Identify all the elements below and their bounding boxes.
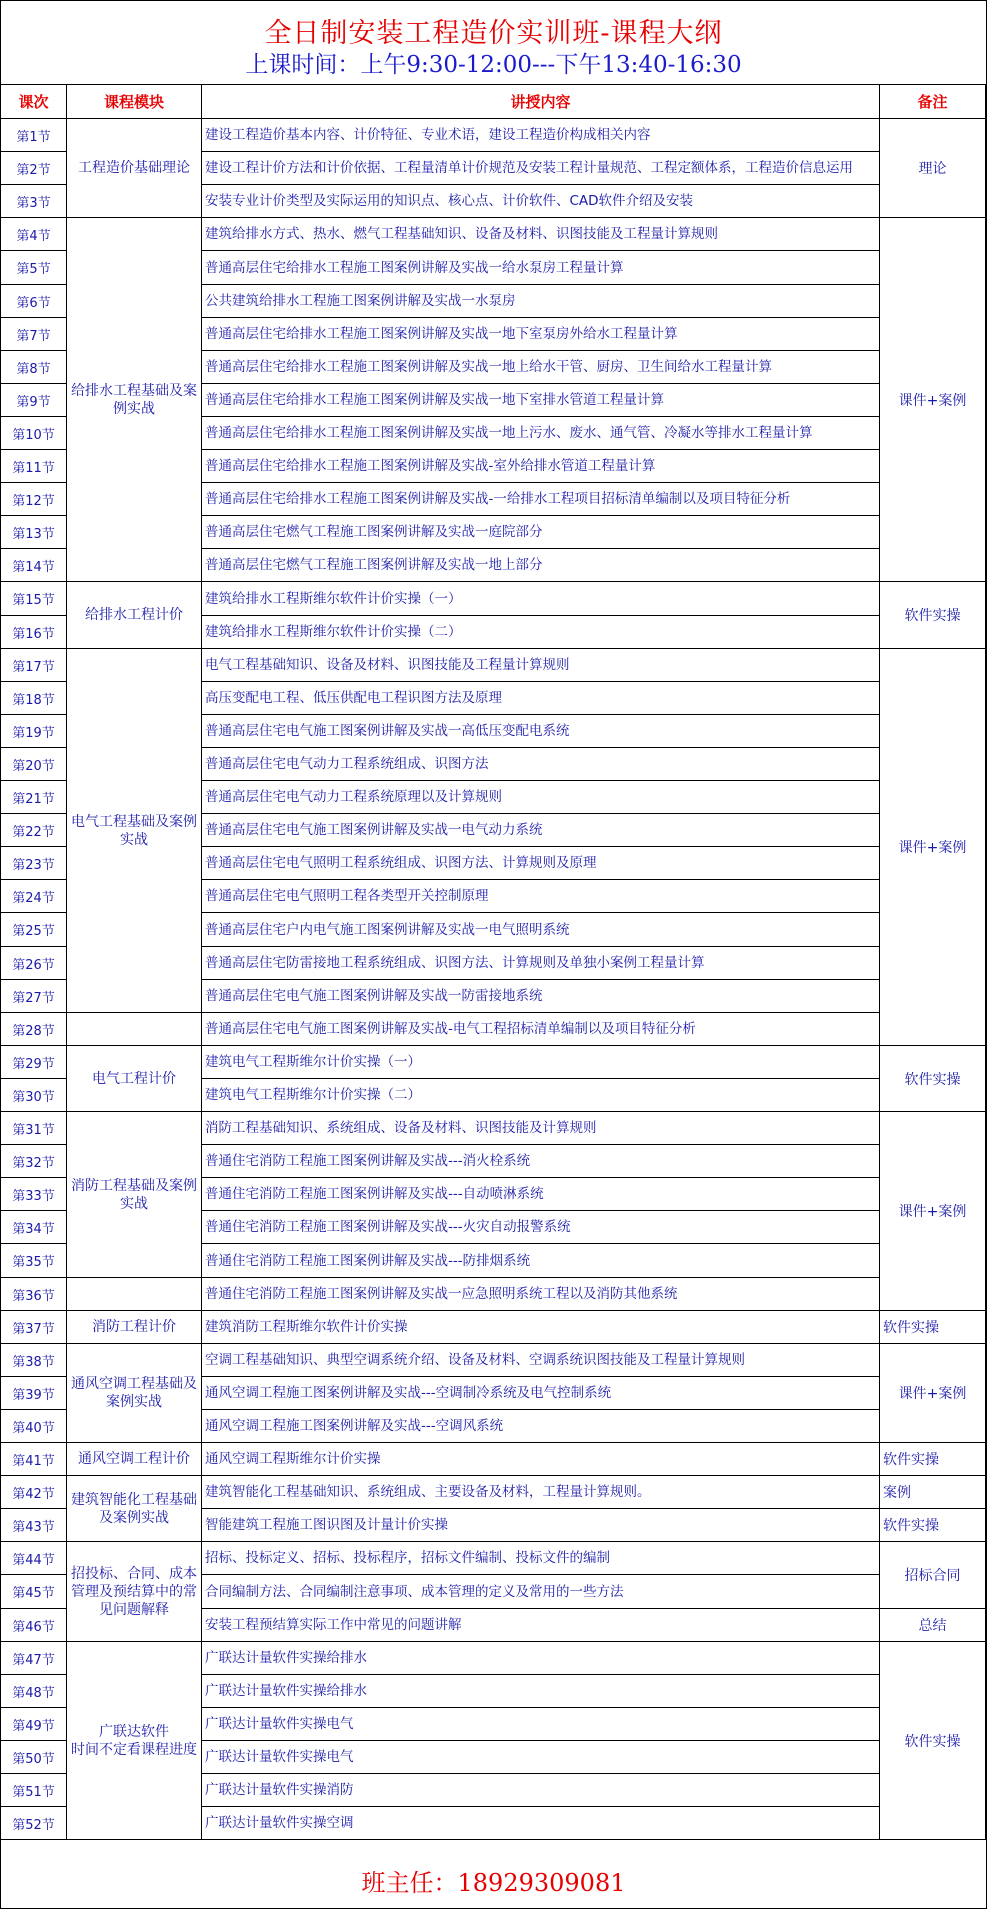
lesson-number: 第27节 — [1, 980, 67, 1013]
lesson-number: 第32节 — [1, 1145, 67, 1178]
lesson-number: 第3节 — [1, 185, 67, 218]
lesson-number: 第16节 — [1, 616, 67, 649]
lesson-content: 普通高层住宅电气施工图案例讲解及实战一电气动力系统 — [202, 814, 880, 847]
course-module: 消防工程计价 — [67, 1311, 202, 1344]
note-cell: 课件+案例 — [880, 218, 986, 582]
lesson-number: 第38节 — [1, 1344, 67, 1377]
lesson-content: 广联达计量软件实操电气 — [202, 1708, 880, 1741]
lesson-content: 普通高层住宅防雷接地工程系统组成、识图方法、计算规则及单独小案例工程量计算 — [202, 947, 880, 980]
course-module: 建筑智能化工程基础及案例实战 — [67, 1476, 202, 1542]
header-module: 课程模块 — [67, 85, 202, 119]
lesson-number: 第1节 — [1, 119, 67, 152]
lesson-number: 第11节 — [1, 450, 67, 483]
lesson-content: 建筑给排水工程斯维尔软件计价实操（一） — [202, 582, 880, 616]
course-module: 通风空调工程计价 — [67, 1443, 202, 1476]
lesson-content: 普通住宅消防工程施工图案例讲解及实战一应急照明系统工程以及消防其他系统 — [202, 1278, 880, 1311]
lesson-content: 智能建筑工程施工图识图及计量计价实操 — [202, 1509, 880, 1542]
lesson-content: 广联达计量软件实操空调 — [202, 1807, 880, 1840]
lesson-content: 空调工程基础知识、典型空调系统介绍、设备及材料、空调系统识图技能及工程量计算规则 — [202, 1344, 880, 1377]
lesson-number: 第13节 — [1, 516, 67, 549]
lesson-number: 第30节 — [1, 1079, 67, 1112]
lesson-number: 第37节 — [1, 1311, 67, 1344]
lesson-number: 第22节 — [1, 814, 67, 847]
lesson-number: 第8节 — [1, 351, 67, 384]
lesson-number: 第36节 — [1, 1278, 67, 1311]
lesson-content: 普通住宅消防工程施工图案例讲解及实战---自动喷淋系统 — [202, 1178, 880, 1211]
lesson-content: 普通高层住宅电气照明工程各类型开关控制原理 — [202, 880, 880, 913]
lesson-number: 第49节 — [1, 1708, 67, 1741]
lesson-content: 通风空调工程施工图案例讲解及实战---空调风系统 — [202, 1410, 880, 1443]
course-module: 电气工程计价 — [67, 1046, 202, 1112]
lesson-content: 普通高层住宅电气动力工程系统组成、识图方法 — [202, 748, 880, 781]
lesson-number: 第19节 — [1, 715, 67, 748]
lesson-number: 第23节 — [1, 847, 67, 880]
lesson-content: 建设工程造价基本内容、计价特征、专业术语，建设工程造价构成相关内容 — [202, 119, 880, 152]
lesson-number: 第4节 — [1, 218, 67, 251]
lesson-content: 安装专业计价类型及实际运用的知识点、核心点、计价软件、CAD软件介绍及安装 — [202, 185, 880, 218]
lesson-number: 第43节 — [1, 1509, 67, 1542]
course-module: 招投标、合同、成本管理及预结算中的常见问题解释 — [67, 1542, 202, 1642]
lesson-number: 第14节 — [1, 549, 67, 582]
lesson-content: 普通高层住宅电气施工图案例讲解及实战一高低压变配电系统 — [202, 715, 880, 748]
course-module: 工程造价基础理论 — [67, 119, 202, 218]
lesson-number: 第33节 — [1, 1178, 67, 1211]
lesson-content: 广联达计量软件实操电气 — [202, 1741, 880, 1774]
header-note: 备注 — [880, 85, 986, 119]
header-content: 讲授内容 — [202, 85, 880, 119]
lesson-content: 广联达计量软件实操给排水 — [202, 1675, 880, 1708]
lesson-content: 招标、投标定义、招标、投标程序，招标文件编制、投标文件的编制 — [202, 1542, 880, 1575]
lesson-number: 第50节 — [1, 1741, 67, 1774]
course-module: 广联达软件 时间不定看课程进度 — [67, 1642, 202, 1840]
lesson-content: 通风空调工程斯维尔计价实操 — [202, 1443, 880, 1476]
lesson-content: 建筑给排水方式、热水、燃气工程基础知识、设备及材料、识图技能及工程量计算规则 — [202, 218, 880, 251]
note-cell: 软件实操 — [880, 582, 986, 649]
lesson-content: 通风空调工程施工图案例讲解及实战---空调制冷系统及电气控制系统 — [202, 1377, 880, 1410]
note-cell: 软件实操 — [880, 1509, 986, 1542]
lesson-content: 普通高层住宅燃气工程施工图案例讲解及实战一庭院部分 — [202, 516, 880, 549]
lesson-number: 第29节 — [1, 1046, 67, 1079]
lesson-content: 安装工程预结算实际工作中常见的问题讲解 — [202, 1609, 880, 1642]
lesson-content: 普通高层住宅电气照明工程系统组成、识图方法、计算规则及原理 — [202, 847, 880, 880]
note-cell: 软件实操 — [880, 1311, 986, 1344]
lesson-number: 第28节 — [1, 1013, 67, 1046]
course-module: 通风空调工程基础及案例实战 — [67, 1344, 202, 1443]
lesson-number: 第6节 — [1, 285, 67, 318]
page-title: 全日制安装工程造价实训班-课程大纲 — [264, 18, 723, 49]
lesson-content: 广联达计量软件实操消防 — [202, 1774, 880, 1807]
lesson-number: 第7节 — [1, 318, 67, 351]
lesson-content: 建筑智能化工程基础知识、系统组成、主要设备及材料，工程量计算规则。 — [202, 1476, 880, 1509]
note-cell: 课件+案例 — [880, 649, 986, 1046]
lesson-content: 普通住宅消防工程施工图案例讲解及实战---火灾自动报警系统 — [202, 1211, 880, 1244]
lesson-number: 第41节 — [1, 1443, 67, 1476]
note-cell: 理论 — [880, 119, 986, 218]
lesson-number: 第9节 — [1, 384, 67, 417]
lesson-number: 第34节 — [1, 1211, 67, 1244]
course-module — [67, 1013, 202, 1046]
class-time: 上课时间：上午9:30-12:00---下午13:40-16:30 — [245, 52, 742, 78]
lesson-content: 普通高层住宅电气施工图案例讲解及实战一防雷接地系统 — [202, 980, 880, 1013]
lesson-content: 普通高层住宅燃气工程施工图案例讲解及实战一地上部分 — [202, 549, 880, 582]
lesson-content: 高压变配电工程、低压供配电工程识图方法及原理 — [202, 682, 880, 715]
lesson-number: 第47节 — [1, 1642, 67, 1675]
lesson-number: 第35节 — [1, 1244, 67, 1278]
note-cell: 软件实操 — [880, 1642, 986, 1840]
lesson-content: 普通高层住宅给排水工程施工图案例讲解及实战-室外给排水管道工程量计算 — [202, 450, 880, 483]
lesson-content: 普通高层住宅户内电气施工图案例讲解及实战一电气照明系统 — [202, 913, 880, 947]
lesson-number: 第45节 — [1, 1575, 67, 1609]
head-teacher-contact: 班主任：18929309081 — [361, 1868, 626, 1897]
lesson-number: 第42节 — [1, 1476, 67, 1509]
lesson-number: 第51节 — [1, 1774, 67, 1807]
course-module: 电气工程基础及案例实战 — [67, 649, 202, 1013]
lesson-content: 普通高层住宅给排水工程施工图案例讲解及实战一地上污水、废水、通气管、冷凝水等排水工程量计算 — [202, 417, 880, 450]
lesson-content: 电气工程基础知识、设备及材料、识图技能及工程量计算规则 — [202, 649, 880, 682]
lesson-content: 普通高层住宅电气动力工程系统原理以及计算规则 — [202, 781, 880, 814]
course-module — [67, 1278, 202, 1311]
lesson-content: 建筑给排水工程斯维尔软件计价实操（二） — [202, 616, 880, 649]
lesson-number: 第12节 — [1, 483, 67, 516]
lesson-number: 第44节 — [1, 1542, 67, 1575]
lesson-number: 第10节 — [1, 417, 67, 450]
lesson-content: 普通高层住宅给排水工程施工图案例讲解及实战-一给排水工程项目招标清单编制以及项目特征分析 — [202, 483, 880, 516]
lesson-number: 第2节 — [1, 152, 67, 185]
lesson-content: 建筑消防工程斯维尔软件计价实操 — [202, 1311, 880, 1344]
lesson-number: 第18节 — [1, 682, 67, 715]
note-cell: 软件实操 — [880, 1443, 986, 1476]
lesson-number: 第46节 — [1, 1609, 67, 1642]
lesson-number: 第24节 — [1, 880, 67, 913]
lesson-content: 普通高层住宅给排水工程施工图案例讲解及实战一地下室泵房外给水工程量计算 — [202, 318, 880, 351]
header-lesson: 课次 — [1, 85, 67, 119]
lesson-number: 第15节 — [1, 582, 67, 616]
lesson-number: 第25节 — [1, 913, 67, 947]
course-module: 消防工程基础及案例实战 — [67, 1112, 202, 1278]
lesson-content: 广联达计量软件实操给排水 — [202, 1642, 880, 1675]
note-cell: 课件+案例 — [880, 1344, 986, 1443]
lesson-number: 第20节 — [1, 748, 67, 781]
lesson-content: 合同编制方法、合同编制注意事项、成本管理的定义及常用的一些方法 — [202, 1575, 880, 1609]
lesson-content: 普通高层住宅电气施工图案例讲解及实战-电气工程招标清单编制以及项目特征分析 — [202, 1013, 880, 1046]
lesson-content: 普通高层住宅给排水工程施工图案例讲解及实战一地上给水干管、厨房、卫生间给水工程量计算 — [202, 351, 880, 384]
lesson-content: 普通住宅消防工程施工图案例讲解及实战---消火栓系统 — [202, 1145, 880, 1178]
lesson-number: 第26节 — [1, 947, 67, 980]
lesson-number: 第48节 — [1, 1675, 67, 1708]
note-cell: 案例 — [880, 1476, 986, 1509]
lesson-content: 普通住宅消防工程施工图案例讲解及实战---防排烟系统 — [202, 1244, 880, 1278]
lesson-content: 消防工程基础知识、系统组成、设备及材料、识图技能及计算规则 — [202, 1112, 880, 1145]
syllabus-table — [1, 85, 986, 1851]
lesson-number: 第21节 — [1, 781, 67, 814]
lesson-number: 第31节 — [1, 1112, 67, 1145]
note-cell: 总结 — [880, 1609, 986, 1642]
lesson-content: 建设工程计价方法和计价依据、工程量清单计价规范及安装工程计量规范、工程定额体系，工程造价信息运用 — [202, 152, 880, 185]
lesson-content: 普通高层住宅给排水工程施工图案例讲解及实战一地下室排水管道工程量计算 — [202, 384, 880, 417]
lesson-content: 普通高层住宅给排水工程施工图案例讲解及实战一给水泵房工程量计算 — [202, 251, 880, 285]
lesson-number: 第5节 — [1, 251, 67, 285]
header — [1, 1, 986, 85]
course-module: 给排水工程基础及案例实战 — [67, 218, 202, 582]
lesson-content: 建筑电气工程斯维尔计价实操（二） — [202, 1079, 880, 1112]
lesson-number: 第39节 — [1, 1377, 67, 1410]
note-cell: 课件+案例 — [880, 1112, 986, 1311]
note-cell: 软件实操 — [880, 1046, 986, 1112]
lesson-number: 第52节 — [1, 1807, 67, 1840]
lesson-number: 第17节 — [1, 649, 67, 682]
lesson-content: 公共建筑给排水工程施工图案例讲解及实战一水泵房 — [202, 285, 880, 318]
lesson-content: 建筑电气工程斯维尔计价实操（一） — [202, 1046, 880, 1079]
note-cell: 招标合同 — [880, 1542, 986, 1609]
course-module: 给排水工程计价 — [67, 582, 202, 649]
lesson-number: 第40节 — [1, 1410, 67, 1443]
